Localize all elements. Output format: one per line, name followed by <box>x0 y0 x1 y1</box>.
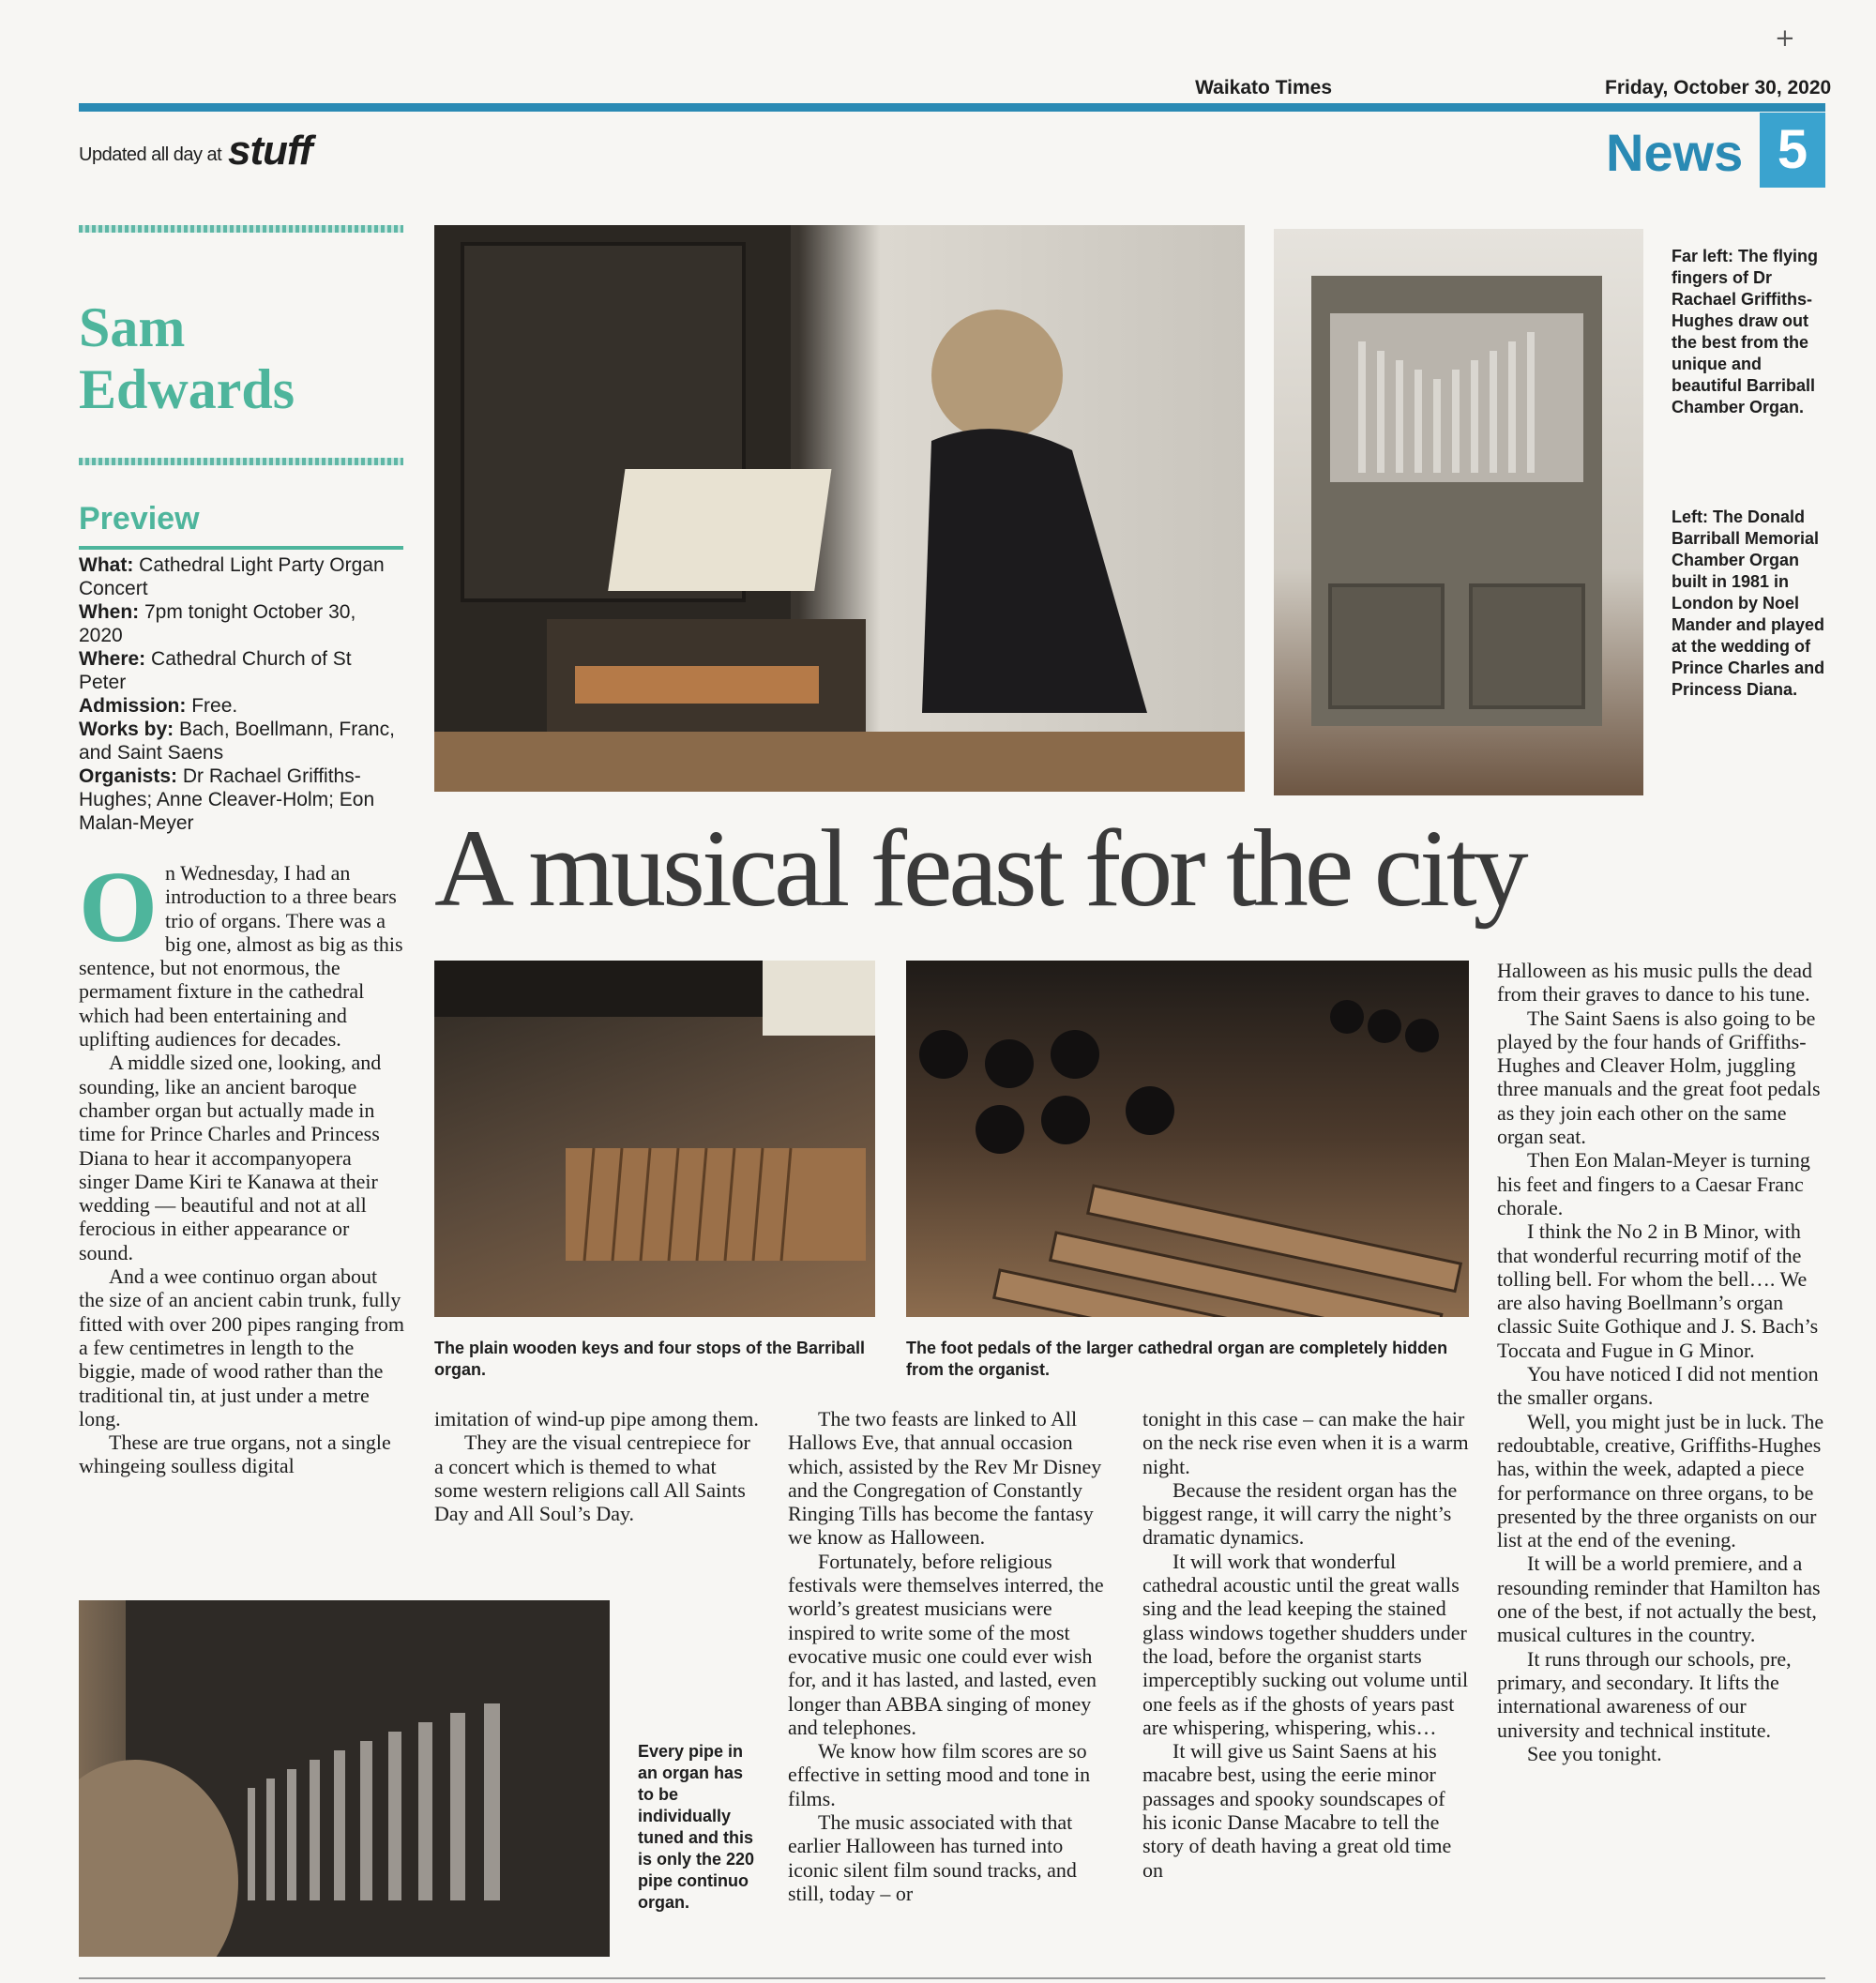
author-rule-top <box>79 225 403 233</box>
updated-note: Updated all day at <box>79 144 222 165</box>
paragraph: Halloween as his music pulls the dead from their graves to dance to his tune. <box>1497 959 1813 1007</box>
article-column-5 <box>1497 959 1825 1765</box>
continuo-organ-pipes-photo <box>79 1600 610 1957</box>
masthead-rule <box>79 103 1825 112</box>
article-column-4 <box>1142 1407 1471 1882</box>
paragraph: It will give us Saint Saens at his macabre best, using the eerie minor passages and spooky soundscapes of his iconic Danse Macabre to tell the story of death having a great old time on <box>1142 1739 1452 1882</box>
paragraph: imitation of wind-up pipe among them. <box>434 1407 759 1430</box>
page-number-badge: 5 <box>1760 113 1825 188</box>
author-byline: Sam Edwards <box>79 296 295 420</box>
headline: A musical feast for the city <box>434 807 1525 930</box>
paragraph: You have noticed I did not mention the smaller organs. <box>1497 1362 1819 1410</box>
caption-pipes: Every pipe in an organ has to be individually tuned and this is only the 220 pipe continuo organ. <box>638 1742 755 1912</box>
registration-mark: + <box>1775 24 1795 53</box>
masthead-date: Friday, October 30, 2020 <box>1605 77 1832 98</box>
preview-heading: Preview <box>79 501 200 537</box>
paragraph: The two feasts are linked to All Hallows Eve, that annual occasion which, assisted by the Rev Mr Disney and the Congregation of Constantly Ringing Tills has become the fantasy we know as Halloween. <box>788 1407 1102 1550</box>
preview-when: When: 7pm tonight October 30, 2020 <box>79 601 356 646</box>
paragraph: It will work that wonderful cathedral acoustic until the great walls sing and the lead keeping the stained glass windows together shudders under the load, before the organist starts imperceptibly sucking out volume until one feels as if the ghosts of years past are whispering, whispering, whis… <box>1142 1549 1469 1739</box>
drop-cap: O <box>79 852 159 963</box>
section-title: News <box>1606 123 1744 182</box>
paragraph: It runs through our schools, pre, primary, and secondary. It lifts the international awareness of our university and technical institute. <box>1497 1646 1792 1742</box>
paragraph: They are the visual centrepiece for a concert which is themed to what some western religions call All Saints Day and All Soul’s Day. <box>434 1430 750 1526</box>
paragraph: These are true organs, not a single whingeing soulless digital <box>79 1430 391 1478</box>
wooden-keys-photo <box>434 961 875 1317</box>
paragraph: A middle sized one, looking, and sounding, like an ancient baroque chamber organ but actually made in time for Prince Charles and Princess Diana to hear it accompanyopera singer Dame Kiri te Kanawa at their wedding — beautiful and not at all ferocious in either appearance or sound. <box>79 1051 382 1264</box>
paragraph: tonight in this case – can make the hair on the neck rise even when it is a warm night. <box>1142 1407 1469 1478</box>
paragraph: See you tonight. <box>1527 1741 1662 1765</box>
preview-where: Where: Cathedral Church of St Peter <box>79 648 352 693</box>
paragraph: I think the No 2 in B Minor, with that wonderful recurring motif of the tolling bell. For whom the bell…. We are also having Boellmann’s organ classic Suite Gothique and J. S. Bach’s Toccata and Fugue in G Minor. <box>1497 1219 1819 1362</box>
article-column-1 <box>79 852 405 1478</box>
paragraph: n Wednesday, I had an introduction to a three bears trio of organs. There was a big one, almost as big as this sentence, but not enormous, the permament fixture in the cathedral which had been entertaining and uplifting audiences for decades. <box>79 861 403 1052</box>
preview-box <box>79 553 398 835</box>
caption-far-left: Far left: The flying fingers of Dr Rachael Griffiths-Hughes draw out the best from the unique and beautiful Barriball Chamber Organ. <box>1672 247 1819 416</box>
caption-left: Left: The Donald Barriball Memorial Chamber Organ built in 1981 in London by Noel Mander and played at the wedding of Prince Charles and Princess Diana. <box>1672 507 1825 699</box>
organist-photo <box>434 225 1245 792</box>
chamber-organ-photo <box>1274 229 1643 795</box>
preview-admission: Admission: Free. <box>79 695 238 717</box>
paragraph: The Saint Saens is also going to be played by the four hands of Griffiths-Hughes and Cleaver Holm, juggling three manuals and the great foot pedals as they join each other on the same organ seat. <box>1497 1006 1821 1149</box>
foot-pedals-photo <box>906 961 1469 1317</box>
paragraph: And a wee continuo organ about the size of an ancient cabin trunk, fully fitted with over 200 pipes ranging from a few centimetres in length to the biggie, made of wood rather than the traditional tin, at just under a metre long. <box>79 1264 405 1430</box>
preview-rule <box>79 546 403 550</box>
paragraph: The music associated with that earlier Halloween has turned into iconic silent film sound tracks, and still, today – or <box>788 1810 1077 1905</box>
paragraph: It will be a world premiere, and a resounding reminder that Hamilton has one of the best, if not actually the best, musical cultures in the country. <box>1497 1552 1821 1647</box>
preview-organists: Organists: Dr Rachael Griffiths-Hughes; Anne Cleaver-Holm; Eon Malan-Meyer <box>79 765 375 834</box>
article-column-3 <box>788 1407 1116 1905</box>
masthead-paper-name: Waikato Times <box>1195 77 1332 98</box>
paragraph: We know how film scores are so effective in setting mood and tone in films. <box>788 1739 1091 1810</box>
stuff-logo: stuff <box>228 128 312 174</box>
paragraph: Well, you might just be in luck. The redoubtable, creative, Griffiths-Hughes has, within the week, adapted a piece for performance on three organs, to be presented by the three organists on our list at the end of the evening. <box>1497 1409 1824 1552</box>
preview-works: Works by: Bach, Boellmann, Franc, and Saint Saens <box>79 719 395 764</box>
paragraph: Because the resident organ has the biggest range, it will carry the night’s dramatic dynamics. <box>1142 1477 1458 1550</box>
caption-pedals: The foot pedals of the larger cathedral organ are completely hidden from the organist. <box>906 1339 1448 1379</box>
paragraph: Then Eon Malan-Meyer is turning his feet and fingers to a Caesar Franc chorale. <box>1497 1148 1810 1219</box>
page-bottom-rule <box>79 1977 1825 1979</box>
article-column-2 <box>434 1407 763 1525</box>
paragraph: Fortunately, before religious festivals were themselves interred, the world’s greatest musicians were inspired to write some of the most evocative music one could ever wish for, and it has lasted, and lasted, even longer than ABBA singing of money and telephones. <box>788 1549 1104 1739</box>
caption-keys: The plain wooden keys and four stops of the Barriball organ. <box>434 1339 866 1379</box>
author-rule-bottom <box>79 458 403 465</box>
preview-what: What: Cathedral Light Party Organ Concert <box>79 554 385 599</box>
